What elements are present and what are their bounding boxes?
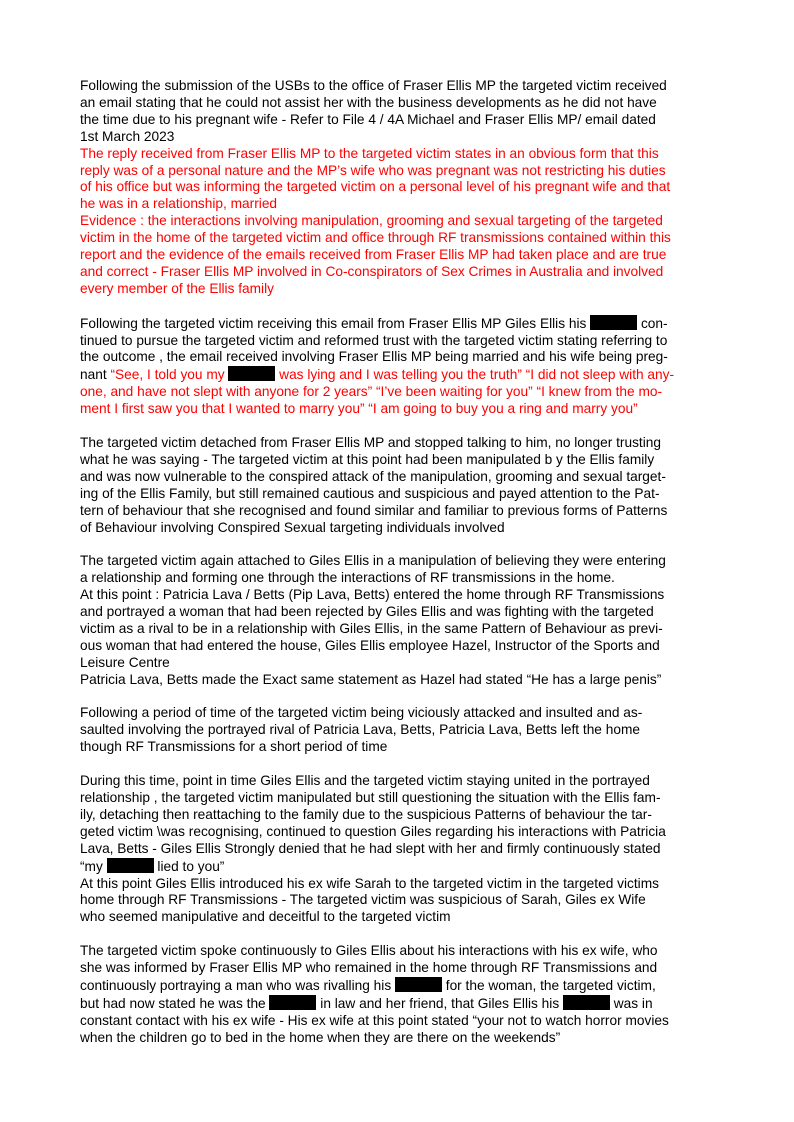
text-run: con- tinued to pursue the targeted victim and reformed trust with the targeted victim stating referring to the outcome , the email received involving Fraser Ellis MP being married and his wife being preg- nant [80, 315, 668, 383]
paragraph-spacer [80, 756, 718, 773]
text-run: in law and her friend, that Giles Ellis his [316, 995, 563, 1011]
text-run: During this time, point in time Giles Ellis and the targeted victim staying united in the portrayed relationship , the targeted victim manipulated but still questioning the situation with the Ellis fam- ily, detaching then reattaching to the family due to the suspicious Patterns of behaviour the tar- geted victim \was recognising, continued to question Giles regarding his interactions with Patricia Lava, Betts - Giles Ellis Strongly denied that he had slept with her and firmly continuously stated “my [80, 773, 666, 874]
paragraph-giles-pursuit [80, 315, 718, 418]
paragraph-ex-wife-introduction [80, 773, 718, 926]
paragraph-reply-analysis: The reply received from Fraser Ellis MP to the targeted victim states in an obvious form that this reply was of a personal nature and the MP’s wife who was pregnant was not restricting his duties of his office but was informing the targeted victim on a personal level of his pregnant wife and that he was in a relationship, married [80, 145, 671, 212]
redaction-box [590, 315, 637, 330]
text-run: The targeted victim spoke continuously to Giles Ellis about his interactions with his ex wife, who she was informed by Fraser Ellis MP who remained in the home through RF Transmissions and continuously portraying a man who was rivalling his [80, 943, 658, 993]
paragraph-spacer [80, 536, 718, 553]
paragraph-spacer [80, 298, 718, 315]
paragraph-ex-wife-contact [80, 943, 718, 1046]
document-body [80, 78, 718, 1047]
paragraph-detachment: The targeted victim detached from Fraser Ellis MP and stopped talking to him, no longer trusting what he was saying - The targeted victim at this point had been manipulated b y the Ellis family and was now vulnerable to the conspired attack of the manipulation, grooming and sexual target- ing of the Ellis Family, but still remained cautious and suspicious and payed attention to the Pat- tern of behaviour that she recognised and found similar and familiar to previous forms of Patterns of Behaviour involving Conspired Sexual targeting individuals involved [80, 435, 668, 535]
quote-run: was lying and I was telling you the truth” “I did not sleep with any- one, and have not slept with anyone for 2 years” “I’ve been waiting for you” “I knew from the mo- ment I first saw you that I wanted to marry you” “I am going to buy you a ring and marry you” [80, 367, 675, 417]
redaction-box [395, 977, 442, 992]
redaction-box [269, 995, 316, 1010]
paragraph-spacer [80, 689, 718, 706]
paragraph-evidence: Evidence : the interactions involving manipulation, grooming and sexual targeting of the targeted victim in the home of the targeted victim and office through RF transmissions contained within this report and the evidence of the emails received from Fraser Ellis MP had taken place and are true and correct - Fraser Ellis MP involved in Co-conspirators of Sex Crimes in Australia and involved every member of the Ellis family [80, 213, 671, 296]
text-run: for the woman, the targeted victim, but had now stated he was the [80, 977, 656, 1011]
paragraph-patricia-lava: The targeted victim again attached to Giles Ellis in a manipulation of believing they were entering a relationship and forming one through the interactions of RF transmissions in the home. At this point : Patricia Lava / Betts (Pip Lava, Betts) entered the home through RF Transmissions and portrayed a woman that had been rejected by Giles Ellis and was fighting with the targeted victim as a rival to be in a relationship with Giles Ellis, in the same Pattern of Behaviour as previ- ous woman that had entered the house, Giles Ellis employee Hazel, Instructor of the Sports and Leisure Centre Patricia Lava, Betts made the Exact same statement as Hazel had stated “He has a large penis” [80, 553, 666, 687]
redaction-box [563, 995, 610, 1010]
redaction-box [107, 858, 154, 873]
paragraph-spacer [80, 418, 718, 435]
text-run: lied to you” At this point Giles Ellis introduced his ex wife Sarah to the targeted victim in the targeted victims home through RF Transmissions - The targeted victim was suspicious of Sarah, Giles ex Wife who seemed manipulative and deceitful to the targeted victim [80, 858, 659, 925]
text-run: was in constant contact with his ex wife - His ex wife at this point stated “your not to watch horror movies when the children go to bed in the home when they are there on the weekends” [80, 995, 669, 1045]
paragraph-rival-left: Following a period of time of the targeted victim being viciously attacked and insulted and as- saulted involving the portrayed rival of Patricia Lava, Betts, Patricia Lava, Betts left the home though RF Transmissions for a short period of time [80, 705, 643, 755]
quote-run: “See, I told you my [110, 367, 229, 383]
paragraph-spacer [80, 926, 718, 943]
redaction-box [228, 366, 275, 381]
text-run: Following the targeted victim receiving this email from Fraser Ellis MP Giles Ellis his [80, 315, 591, 331]
paragraph-usb-submission: Following the submission of the USBs to the office of Fraser Ellis MP the targeted victim received an email stating that he could not assist her with the business developments as he did not have the time due to his pregnant wife - Refer to File 4 / 4A Michael and Fraser Ellis MP/ email dated 1st March 2023 [80, 78, 667, 144]
